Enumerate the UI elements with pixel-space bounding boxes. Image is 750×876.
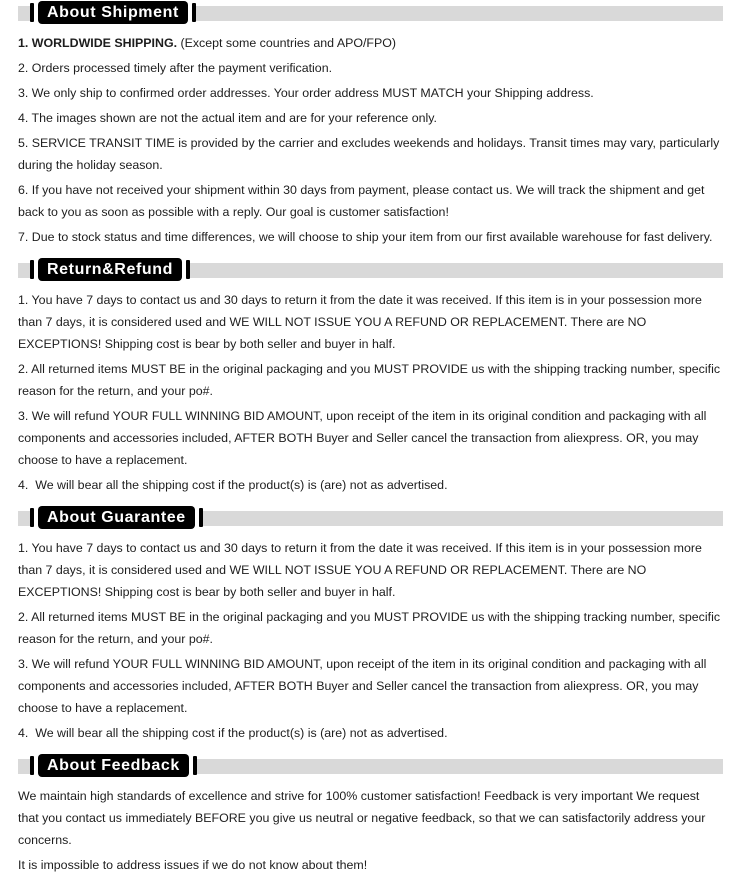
paragraph: 1. You have 7 days to contact us and 30 days to return it from the date it was received. If this item is in your possession more than 7 days, it is considered used and WE WILL NOT ISSUE YOU A REFUND OR REPLACEMENT. There are NO EXCEPTIONS! Shipping cost is bear by both seller and buyer in half.	[18, 293, 706, 351]
section-title: About Shipment	[38, 1, 188, 24]
notch-right-icon	[192, 3, 196, 22]
paragraph: 7. Due to stock status and time differences, we will choose to ship your item from our first available warehouse for fast delivery.	[18, 230, 713, 244]
section-body	[0, 531, 750, 744]
paragraph: 4. We will bear all the shipping cost if the product(s) is (are) not as advertised.	[18, 478, 448, 492]
section-title: Return&Refund	[38, 258, 182, 281]
paragraph	[18, 26, 722, 54]
section-return-refund	[0, 257, 750, 496]
section-title: About Feedback	[38, 754, 189, 777]
paragraph: 5. SERVICE TRANSIT TIME is provided by the carrier and excludes weekends and holidays. Transit times may vary, particularly during the holiday season.	[18, 136, 723, 172]
banner-label	[30, 257, 190, 282]
paragraph-text: (Except some countries and APO/FPO)	[177, 36, 397, 50]
paragraph: It is impossible to address issues if we do not know about them!	[18, 858, 368, 872]
paragraph: We maintain high standards of excellence and strive for 100% customer satisfaction! Feedback is very important We request that you contact us immediately BEFORE you give us neutral or negative feedback, so that we can satisfactorily address your concerns.	[18, 789, 709, 847]
section-about-feedback	[0, 753, 750, 876]
section-divider-space	[0, 248, 750, 257]
section-body	[0, 779, 750, 876]
section-divider-space	[0, 744, 750, 753]
notch-right-icon	[199, 508, 203, 527]
paragraph: 3. We will refund YOUR FULL WINNING BID AMOUNT, upon receipt of the item in its original condition and packaging with all components and accessories included, AFTER BOTH Buyer and Seller cancel the transaction from aliexpress. OR, you may choose to have a replacement.	[18, 657, 710, 715]
section-body	[0, 26, 750, 248]
section-about-guarantee	[0, 505, 750, 744]
paragraph: 6. If you have not received your shipment within 30 days from payment, please contact us. We will track the shipment and get back to you as soon as possible with a reply. Our goal is customer satisfaction!	[18, 183, 708, 219]
paragraph-bold-prefix: 1. WORLDWIDE SHIPPING.	[18, 36, 178, 50]
section-about-shipment	[0, 0, 750, 248]
paragraph: 4. We will bear all the shipping cost if the product(s) is (are) not as advertised.	[18, 726, 448, 740]
paragraph: 2. All returned items MUST BE in the original packaging and you MUST PROVIDE us with the shipping tracking number, specific reason for the return, and your po#.	[18, 610, 724, 646]
banner-label	[30, 0, 196, 25]
paragraph: 2. Orders processed timely after the payment verification.	[18, 61, 333, 75]
banner-label	[30, 505, 203, 530]
paragraph: 1. You have 7 days to contact us and 30 days to return it from the date it was received. If this item is in your possession more than 7 days, it is considered used and WE WILL NOT ISSUE YOU A REFUND OR REPLACEMENT. There are NO EXCEPTIONS! Shipping cost is bear by both seller and buyer in half.	[18, 541, 706, 599]
section-heading-banner	[0, 0, 750, 26]
paragraph: 2. All returned items MUST BE in the original packaging and you MUST PROVIDE us with the shipping tracking number, specific reason for the return, and your po#.	[18, 362, 724, 398]
section-heading-banner	[0, 257, 750, 283]
paragraph: 4. The images shown are not the actual item and are for your reference only.	[18, 111, 437, 125]
notch-right-icon	[186, 260, 190, 279]
section-heading-banner	[0, 505, 750, 531]
paragraph: 3. We only ship to confirmed order addresses. Your order address MUST MATCH your Shipping address.	[18, 86, 594, 100]
section-body	[0, 283, 750, 496]
section-title: About Guarantee	[38, 506, 195, 529]
notch-right-icon	[193, 756, 197, 775]
section-divider-space	[0, 496, 750, 505]
paragraph: 3. We will refund YOUR FULL WINNING BID AMOUNT, upon receipt of the item in its original condition and packaging with all components and accessories included, AFTER BOTH Buyer and Seller cancel the transaction from aliexpress. OR, you may choose to have a replacement.	[18, 409, 710, 467]
